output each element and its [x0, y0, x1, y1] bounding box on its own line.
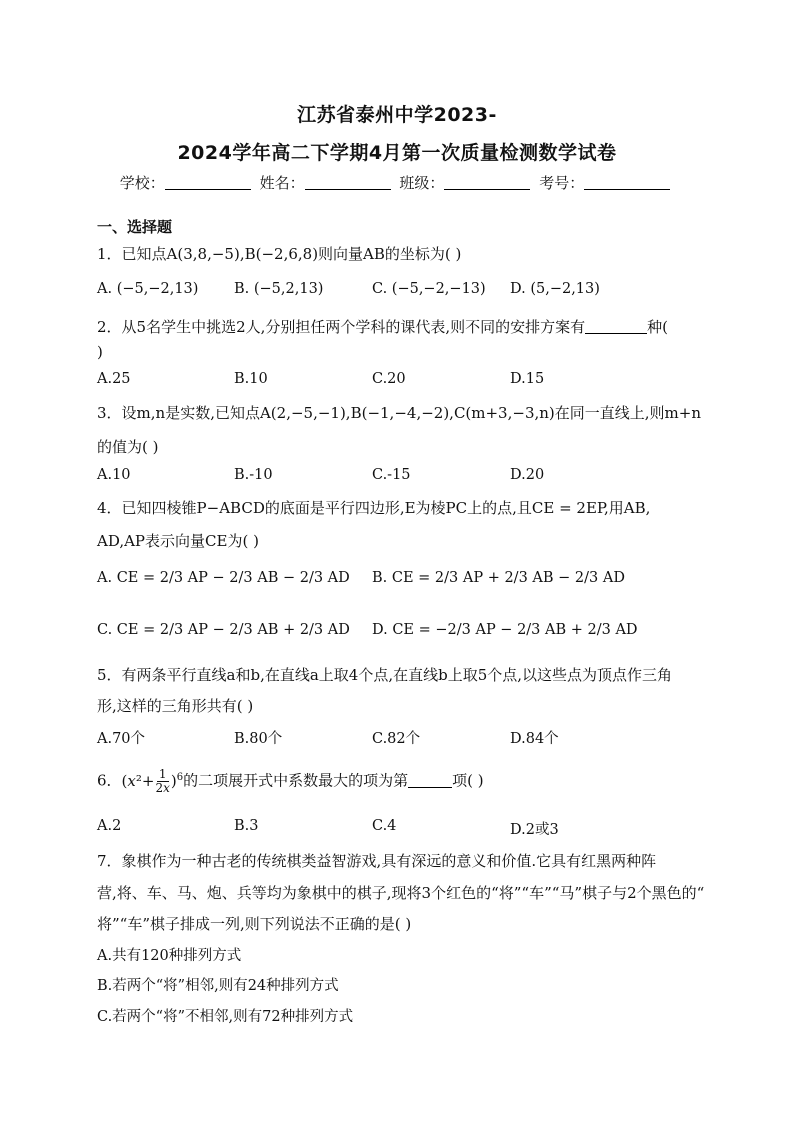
class-blank: [444, 175, 530, 190]
q7-option-b: B.若两个“将”相邻,则有24种排列方式: [97, 978, 339, 994]
q6-stem-tail: 项( ): [452, 771, 484, 790]
q1-option-c: C. (−5,−2,−13): [372, 281, 486, 297]
q3-option-b: B.-10: [234, 467, 273, 483]
q3-option-a: A.10: [97, 467, 131, 483]
q2-stem-text: 2．从5名学生中挑选2人,分别担任两个学科的课代表,则不同的安排方案有: [97, 318, 586, 336]
q6-option-a: A.2: [97, 818, 122, 834]
q6-option-d: D.2或3: [510, 822, 559, 838]
question-3-stem: 3．设m,n是实数,已知点A(2,−5,−1),B(−1,−4,−2),C(m+3,−3,n)在同一直线上,则m+n: [97, 404, 701, 422]
q5-option-b: B.80个: [234, 731, 283, 747]
student-info-row: [0, 172, 794, 193]
q6-number: 6．: [97, 771, 122, 790]
q5-option-a: A.70个: [97, 731, 146, 747]
q2-option-d: D.15: [510, 371, 545, 387]
question-7-stem-line3: 将”“车”棋子排成一列,则下列说法不正确的是( ): [97, 915, 412, 933]
q7-option-c: C.若两个“将”不相邻,则有72种排列方式: [97, 1009, 354, 1025]
q2-option-c: C.20: [372, 371, 406, 387]
q2-option-b: B.10: [234, 371, 268, 387]
exam-number-blank: [584, 175, 670, 190]
question-2-stem-line2: ): [97, 343, 103, 361]
q2-option-a: A.25: [97, 371, 131, 387]
school-label: 学校：: [119, 174, 165, 192]
q6-stem-text: 的二项展开式中系数最大的项为第: [183, 771, 409, 790]
question-2-stem: [97, 316, 668, 337]
question-6-stem: [97, 768, 484, 795]
question-1-stem: 1．已知点A(3,8,−5),B(−2,6,8)则向量AB的坐标为( ): [97, 245, 462, 263]
q6-option-b: B.3: [234, 818, 259, 834]
q6-answer-blank: [408, 773, 452, 788]
q1-option-a: A. (−5,−2,13): [97, 281, 199, 297]
question-3-stem-line2: 的值为( ): [97, 438, 159, 456]
question-7-stem: 7．象棋作为一种古老的传统棋类益智游戏,具有深远的意义和价值.它具有红黑两种阵: [97, 852, 657, 870]
q5-option-c: C.82个: [372, 731, 421, 747]
q4-option-a: A. CE = 2/3 AP − 2/3 AB − 2/3 AD: [97, 570, 350, 586]
name-blank: [305, 175, 391, 190]
exam-title-line1: 江苏省泰州中学2023-: [297, 104, 497, 126]
q3-option-c: C.-15: [372, 467, 411, 483]
question-5-stem-line2: 形,这样的三角形共有( ): [97, 697, 254, 715]
exam-number-label: 考号：: [539, 174, 585, 192]
q2-answer-blank: [585, 319, 647, 334]
question-4-stem-line2: AD,AP表示向量CE为( ): [97, 532, 259, 550]
q4-option-b: B. CE = 2/3 AP + 2/3 AB − 2/3 AD: [372, 570, 625, 586]
question-7-stem-line2: 营,将、车、马、炮、兵等均为象棋中的棋子,现将3个红色的“将”“车”“马”棋子与2个黑色的“: [97, 884, 705, 902]
exam-title-line2: 2024学年高二下学期4月第一次质量检测数学试卷: [177, 142, 617, 164]
school-blank: [165, 175, 251, 190]
q7-option-a: A.共有120种排列方式: [97, 948, 242, 964]
q2-stem-tail: 种(: [647, 318, 669, 336]
q6-binomial-expression: (x²+ $\frac{1}{2x}$ )$^6$: [121, 767, 184, 795]
class-label: 班级：: [399, 174, 445, 192]
q3-option-d: D.20: [510, 467, 545, 483]
section-heading: 一、选择题: [97, 218, 173, 236]
name-label: 姓名：: [259, 174, 305, 192]
q5-option-d: D.84个: [510, 731, 559, 747]
q6-option-c: C.4: [372, 818, 397, 834]
question-5-stem: 5．有两条平行直线a和b,在直线a上取4个点,在直线b上取5个点,以这些点为顶点作三角: [97, 666, 673, 684]
q4-option-c: C. CE = 2/3 AP − 2/3 AB + 2/3 AD: [97, 622, 350, 638]
q1-option-b: B. (−5,2,13): [234, 281, 324, 297]
question-4-stem: 4．已知四棱锥P−ABCD的底面是平行四边形,E为棱PC上的点,且CE = 2EP,用AB,: [97, 499, 651, 517]
q4-option-d: D. CE = −2/3 AP − 2/3 AB + 2/3 AD: [372, 622, 638, 638]
q1-option-d: D. (5,−2,13): [510, 281, 600, 297]
